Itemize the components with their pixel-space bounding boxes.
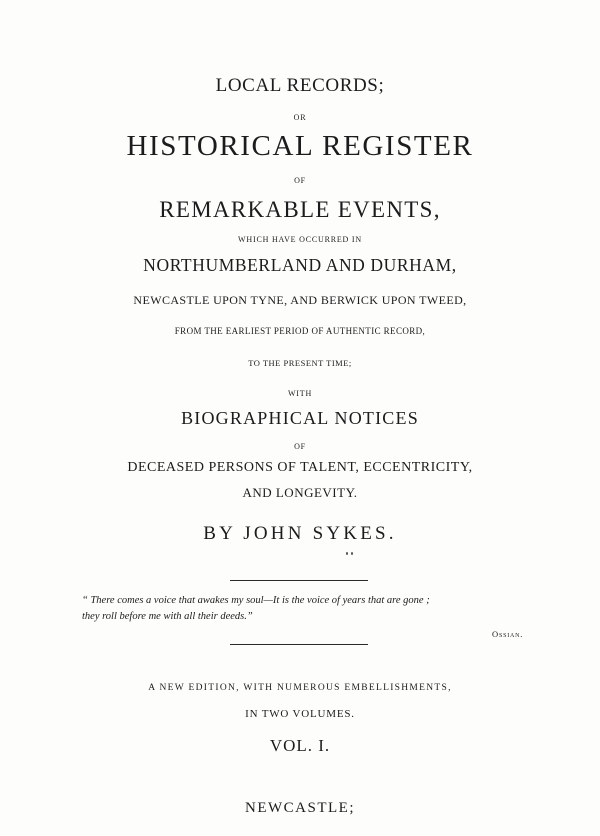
subtitle-present-time: TO THE PRESENT TIME; — [248, 358, 352, 368]
epigraph-line-1: “ There comes a voice that awakes my soul—It is the voice of years that are gone ; — [82, 595, 430, 606]
subtitle-earliest-period: FROM THE EARLIEST PERIOD OF AUTHENTIC RECORD, — [174, 326, 426, 336]
epigraph-line-2: they roll before me with all their deeds.” — [82, 611, 253, 622]
connector-or: OR — [293, 113, 307, 122]
imprint-place: NEWCASTLE; — [245, 800, 355, 816]
connector-with: WITH — [287, 389, 313, 398]
ink-speck — [351, 552, 353, 555]
subtitle-which-have-occurred: WHICH HAVE OCCURRED IN — [238, 235, 362, 244]
title-remarkable-events: REMARKABLE EVENTS, — [159, 197, 441, 222]
connector-of-1: OF — [294, 176, 306, 185]
divider-rule-bottom — [230, 644, 368, 645]
subtitle-newcastle-berwick: NEWCASTLE UPON TYNE, AND BERWICK UPON TWEED, — [133, 293, 467, 307]
ink-speck — [346, 552, 348, 555]
author-line: BY JOHN SYKES. — [203, 523, 397, 544]
subtitle-longevity: AND LONGEVITY. — [242, 485, 358, 500]
edition-line: A NEW EDITION, WITH NUMEROUS EMBELLISHMENTS, — [148, 683, 452, 693]
subtitle-deceased-persons: DECEASED PERSONS OF TALENT, ECCENTRICITY, — [127, 460, 473, 475]
title-historical-register: HISTORICAL REGISTER — [126, 130, 474, 162]
volumes-line: IN TWO VOLUMES. — [245, 708, 355, 720]
connector-of-2: OF — [294, 442, 306, 451]
volume-number: VOL. I. — [269, 736, 331, 755]
subtitle-northumberland-durham: NORTHUMBERLAND AND DURHAM, — [143, 255, 457, 275]
epigraph — [82, 593, 562, 625]
title-biographical-notices: BIOGRAPHICAL NOTICES — [181, 408, 419, 428]
title-local-records: LOCAL RECORDS; — [215, 75, 385, 96]
divider-rule-top — [230, 580, 368, 581]
epigraph-attribution: Ossian. — [492, 629, 524, 639]
